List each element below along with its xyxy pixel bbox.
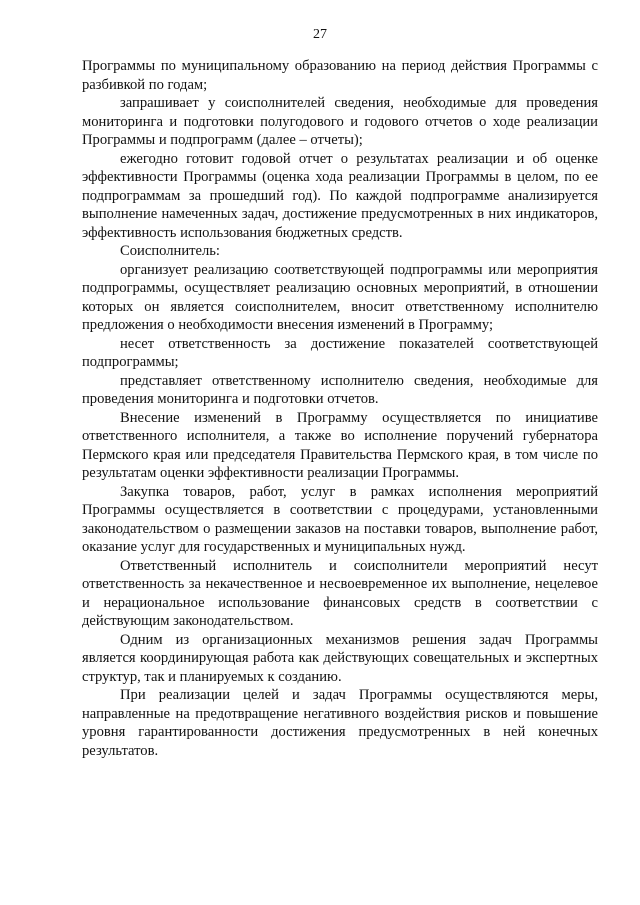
document-body [82,57,598,760]
paragraph: организует реализацию соответствующей подпрограммы или мероприятия подпрограммы, осуществляет реализацию основных мероприятий, в отношении которых он является соисполнителем, вносит ответственному исполнителю предложения о необходимости внесения изменений в Программу; [82,261,598,333]
paragraph: Одним из организационных механизмов решения задач Программы является координирующая работа как действующих совещательных и экспертных структур, так и планируемых к созданию. [82,631,598,685]
paragraph: запрашивает у соисполнителей сведения, необходимые для проведения мониторинга и подготовки полугодового и годового отчетов о ходе реализации Программы и подпрограмм (далее – отчеты); [82,95,598,148]
paragraph: Ответственный исполнитель и соисполнители мероприятий несут ответственность за некачественное и несвоевременное их выполнение, нецелевое и нерациональное использование финансовых средств в соответствии с действующим законодательством. [82,557,598,629]
paragraph: ежегодно готовит годовой отчет о результатах реализации и об оценке эффективности Программы (оценка хода реализации Программы в целом, по ее подпрограммам за прошедший год). По каждой подпрограмме анализируется выполнение намеченных задач, достижение предусмотренных в них индикаторов, эффективность использования бюджетных средств. [82,150,598,241]
paragraph: представляет ответственному исполнителю сведения, необходимые для проведения мониторинга и подготовки отчетов. [82,372,598,407]
paragraph: При реализации целей и задач Программы осуществляются меры, направленные на предотвращение негативного воздействия рисков и повышение уровня гарантированности достижения предусмотренных в ней конечных результатов. [82,687,598,759]
paragraph: несет ответственность за достижение показателей соответствующей подпрограммы; [82,335,598,370]
paragraph: Закупка товаров, работ, услуг в рамках исполнения мероприятий Программы осуществляется в соответствии с процедурами, установленными законодательством о размещении заказов на поставки товаров, выполнение работ, оказание услуг для государственных и муниципальных нужд. [82,483,598,555]
page-number: 27 [313,27,327,42]
paragraph: Внесение изменений в Программу осуществляется по инициативе ответственного исполнителя, а также во исполнение поручений губернатора Пермского края или председателя Правительства Пермского края, в том числе по результатам оценки эффективности реализации Программы. [82,409,598,481]
paragraph-continuation: Программы по муниципальному образованию на период действия Программы с разбивкой по годам; [82,58,598,93]
section-heading: Соисполнитель: [120,243,220,259]
